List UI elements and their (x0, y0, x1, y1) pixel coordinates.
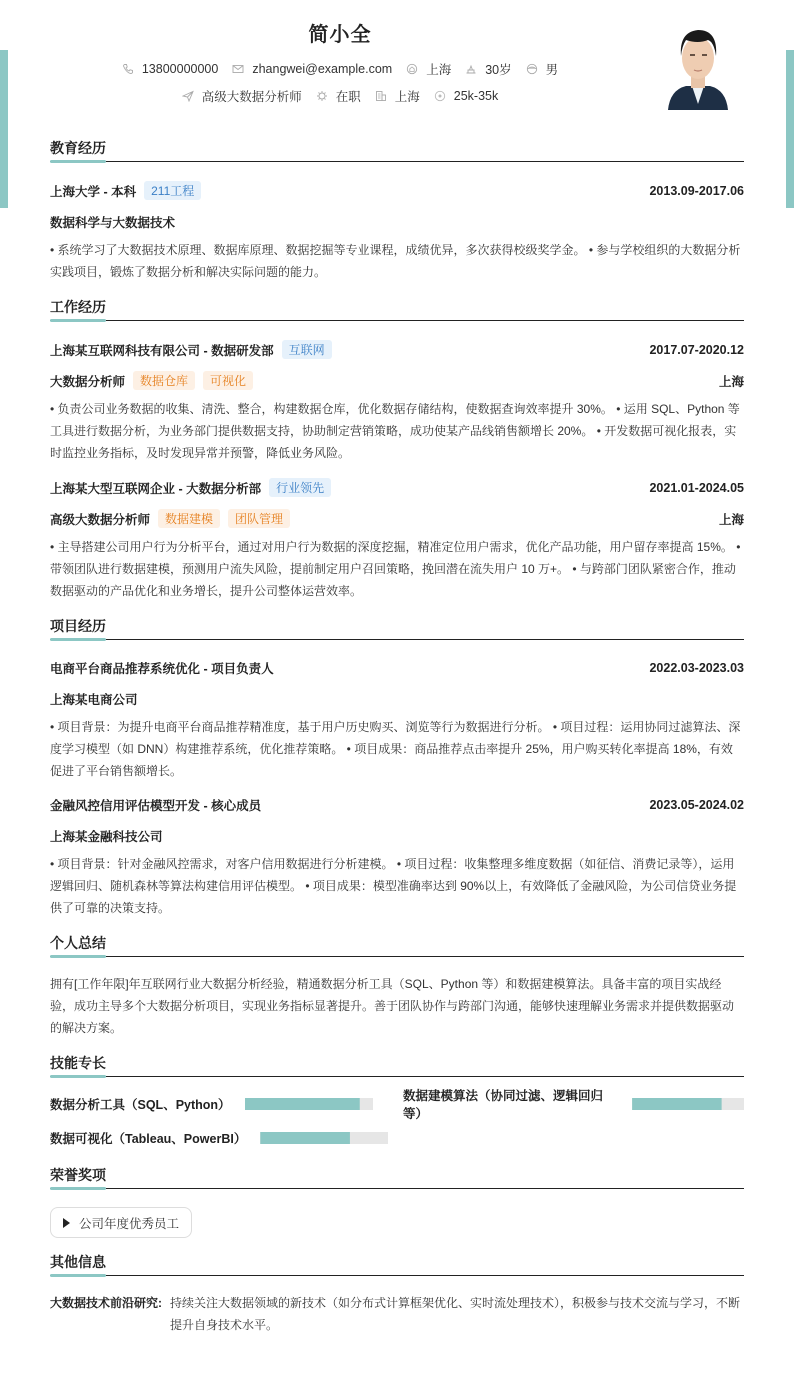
age-info (465, 60, 511, 78)
work-date: 2021.01-2024.05 (649, 480, 744, 495)
candidate-name: 简小全 (308, 24, 372, 46)
gender-icon (526, 63, 538, 75)
email-icon (232, 63, 244, 75)
city-text: 上海 (426, 63, 452, 77)
building-icon (375, 90, 387, 102)
major-name: 数据科学与大数据技术 (50, 216, 176, 230)
skill-name: 数据可视化（Tableau、PowerBI） (50, 1132, 247, 1146)
home-icon (406, 63, 418, 75)
skill-item (403, 1087, 744, 1121)
phone-info (122, 62, 218, 76)
major-row (50, 213, 744, 231)
company-tag: 互联网 (282, 340, 332, 359)
company-name: 上海某大型互联网企业 - 大数据分析部 (50, 481, 262, 496)
other-label: 大数据技术前沿研究: (50, 1296, 162, 1310)
email-info (232, 62, 392, 76)
city-info (406, 60, 451, 78)
skill-bar (632, 1098, 744, 1110)
status-text: 在职 (335, 90, 361, 104)
project-1-desc: • 项目背景：针对金融风控需求，对客户信用数据进行分析建模。 • 项目过程：收集整理多维度数据（如征信、消费记录等），运用逻辑回归、随机森林等算法构建信用评估模型。 • 项目成果：模型准确率达到 90%以上，有效降低了金融风险，为公司信贷业务提供了可靠的决策支持。 (50, 857, 737, 915)
summary-title: 个人总结 (50, 933, 744, 957)
education-row (50, 181, 744, 200)
other-title: 其他信息 (50, 1252, 744, 1276)
gender-text: 男 (545, 63, 559, 77)
salary-info (434, 89, 498, 103)
project-0-desc: • 项目背景：为提升电商平台商品推荐精准度，基于用户历史购买、浏览等行为数据进行分析。 • 项目过程：运用协同过滤算法、深度学习模型（如 DNN）构建推荐系统，优化推荐策略。 • 项目成果：商品推荐点击率提升 25%，用户购买转化率提高 18%，有效促进了平台销售额增长。 (50, 720, 741, 778)
role-name: 大数据分析师 (50, 374, 126, 389)
phone-text: 13800000000 (141, 62, 219, 76)
project-1-org-row (50, 827, 744, 845)
award-item[interactable] (50, 1207, 192, 1238)
contact-row (0, 60, 680, 78)
project-1-header (50, 796, 744, 814)
skill-bar (260, 1132, 388, 1144)
role-tag: 数据仓库 (133, 371, 195, 390)
resume-header (0, 0, 794, 120)
skill-item (50, 1087, 403, 1121)
education-title: 教育经历 (50, 138, 744, 162)
work-item-1-role (50, 509, 744, 528)
projects-section (50, 616, 744, 919)
work-item-1-desc: • 主导搭建公司用户行为分析平台，通过对用户行为数据的深度挖掘，精准定位用户需求，优化产品功能，用户留存率提高 15%。 • 带领团队进行数据建模，预测用户流失风险，提前制定用户召回策略，挽回潜在流失用户 10 万+。 • 与跨部门团队紧密合作，推动数据驱动的产品优化和业务增长，提升公司整体运营效率。 (50, 540, 741, 598)
skills-section (50, 1053, 744, 1155)
send-icon (182, 90, 194, 102)
other-section (50, 1252, 744, 1336)
skills-grid (50, 1087, 744, 1155)
company-tag: 行业领先 (269, 478, 331, 497)
awards-title: 荣誉奖项 (50, 1165, 744, 1189)
role-tag: 可视化 (203, 371, 253, 390)
skill-name: 数据建模算法（协同过滤、逻辑回归等） (403, 1089, 604, 1121)
job-intent-row (0, 87, 680, 105)
work-item-0-desc: • 负责公司业务数据的收集、清洗、整合，构建数据仓库，优化数据存储结构，使数据查询效率提升 30%。 • 运用 SQL、Python 等工具进行数据分析，为业务部门提供数据支持，协助制定营销策略，成功使某产品线销售额增长 20%。 • 开发数据可视化报表，实时监控业务指标，及时发现异常并预警，降低业务风险。 (50, 402, 740, 460)
projects-title: 项目经历 (50, 616, 744, 640)
position-info (182, 87, 302, 105)
skill-bar (245, 1098, 373, 1110)
project-0-header (50, 659, 744, 677)
work-item-0-role (50, 371, 744, 390)
skill-item (50, 1121, 403, 1155)
work-date: 2017.07-2020.12 (649, 342, 744, 357)
position-text: 高级大数据分析师 (201, 90, 302, 104)
project-0-org-row (50, 690, 744, 708)
project-org: 上海某金融科技公司 (50, 830, 163, 844)
work-location: 上海 (718, 512, 744, 527)
other-item (50, 1292, 744, 1336)
awards-section (50, 1165, 744, 1238)
work-title: 工作经历 (50, 297, 744, 321)
work-location: 上海 (718, 374, 744, 389)
summary-section (50, 933, 744, 1039)
project-name: 金融风控信用评估模型开发 - 核心成员 (50, 799, 262, 813)
other-text: 持续关注大数据领域的新技术（如分布式计算框架优化、实时流处理技术），积极参与技术交流与学习，不断提升自身技术水平。 (170, 1296, 741, 1332)
salary-text: 25k-35k (453, 89, 499, 103)
education-date: 2013.09-2017.06 (649, 183, 744, 198)
project-org: 上海某电商公司 (50, 693, 138, 707)
role-name: 高级大数据分析师 (50, 512, 151, 527)
phone-icon (122, 63, 134, 75)
status-icon (316, 90, 328, 102)
school-name: 上海大学 - 本科 (50, 184, 137, 199)
skills-title: 技能专长 (50, 1053, 744, 1077)
skill-name: 数据分析工具（SQL、Python） (50, 1098, 231, 1112)
work-city-text: 上海 (394, 90, 420, 104)
school-tag: 211工程 (144, 181, 201, 200)
age-text: 30岁 (485, 63, 512, 77)
education-section (50, 138, 744, 283)
award-label: 公司年度优秀员工 (79, 1216, 180, 1231)
project-name: 电商平台商品推荐系统优化 - 项目负责人 (50, 662, 274, 676)
salary-icon (434, 90, 446, 102)
summary-text: 拥有[工作年限]年互联网行业大数据分析经验，精通数据分析工具（SQL、Python 等）和数据建模算法。具备丰富的项目实战经验，成功主导多个大数据分析项目，实现业务指标显著提升。善于团队协作与跨部门沟通，能够快速理解业务需求并提供数据驱动的解决方案。 (50, 977, 735, 1035)
work-section (50, 297, 744, 602)
skill-fill (632, 1098, 721, 1110)
project-date: 2023.05-2024.02 (649, 798, 744, 812)
age-icon (465, 63, 477, 75)
email-text: zhangwei@example.com (252, 62, 393, 76)
status-info (316, 87, 361, 105)
work-city-info (375, 87, 420, 105)
gender-info (526, 60, 559, 78)
resume-content (50, 138, 744, 1336)
company-name: 上海某互联网科技有限公司 - 数据研发部 (50, 343, 274, 358)
work-item-0-header (50, 340, 744, 359)
project-date: 2022.03-2023.03 (649, 661, 744, 675)
role-tag: 数据建模 (158, 509, 220, 528)
skill-fill (245, 1098, 360, 1110)
role-tag: 团队管理 (228, 509, 290, 528)
expand-triangle-icon (63, 1218, 70, 1228)
work-item-1-header (50, 478, 744, 497)
education-desc: • 系统学习了大数据技术原理、数据库原理、数据挖掘等专业课程，成绩优异，多次获得校级奖学金。 • 参与学校组织的大数据分析实践项目，锻炼了数据分析和解决实际问题的能力。 (50, 243, 741, 279)
skill-fill (260, 1132, 350, 1144)
avatar (662, 18, 734, 110)
